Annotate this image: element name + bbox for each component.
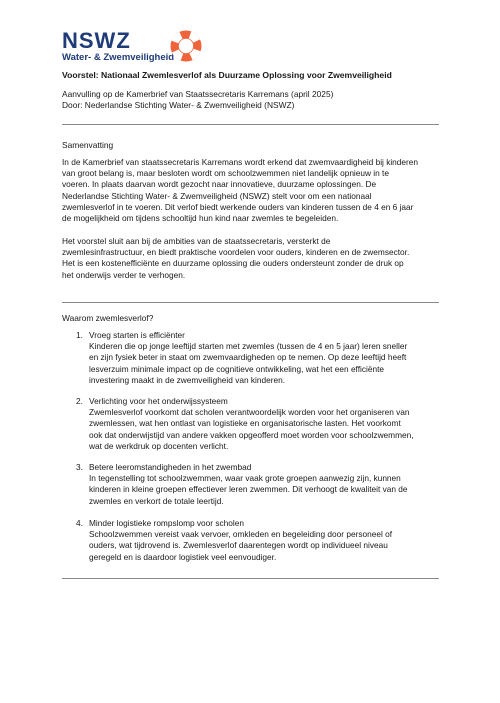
text-line: Zwemlesverlof voorkomt dat scholen verantwoordelijk worden voor het organiseren van <box>89 407 410 418</box>
document-subtitle: Aanvulling op de Kamerbrief van Staatssecretaris Karremans (april 2025) <box>62 89 334 99</box>
list-number: 2. <box>76 396 83 406</box>
text-line: In de Kamerbrief van staatssecretaris Karremans wordt erkend dat zwemvaardigheid bij kinderen <box>62 157 419 167</box>
logo-title: NSWZ <box>62 28 131 53</box>
text-line: Het voorstel sluit aan bij de ambities van de staatssecretaris, versterkt de <box>62 236 331 246</box>
reason-title: Verlichting voor het onderwijssysteem <box>89 396 228 406</box>
text-line: Schoolzwemmen vereist vaak vervoer, omkleden en begeleiding door personeel of <box>89 529 393 540</box>
text-line: zwemlesinfrastructuur, en biedt praktische voordelen voor ouders, kinderen en de zwemsector. <box>62 247 410 258</box>
text-line: In tegenstelling tot schoolzwemmen, waar vaak grote groepen aanwezig zijn, kunnen <box>89 473 401 484</box>
document-author: Door: Nederlandse Stichting Water- & Zwemveiligheid (NSWZ) <box>62 100 295 110</box>
text-line: wat de werkdruk op docenten verlicht. <box>89 440 229 451</box>
text-line: voeren. In plaats daarvan wordt gezocht naar innovatieve, duurzame oplossingen. De <box>62 179 377 190</box>
text-line: Het is een kostenefficiënte en duurzame oplossing die ouders ondersteunt zonder de druk op <box>62 258 404 269</box>
document-title: Voorstel: Nationaal Zwemlesverlof als Duurzame Oplossing voor Zwemveiligheid <box>62 70 392 80</box>
text-line: zwemlesverlof in te voeren. Dit verlof biedt werkende ouders van kinderen tussen de 4 en 6 jaar <box>62 201 414 212</box>
list-number: 1. <box>76 330 83 340</box>
list-number: 3. <box>76 462 83 472</box>
text-line: kinderen in kleine groepen effectiever leren zwemmen. Dit verhoogt de kwaliteit van de <box>89 484 408 495</box>
text-line: zwemlessen, wat hen ontlast van logistieke en organisatorische lasten. Het voorkomt <box>89 418 401 429</box>
text-line: geregeld en is daardoor logistiek veel eenvoudiger. <box>89 551 277 562</box>
summary-paragraph-1 <box>62 157 442 224</box>
divider <box>62 124 439 125</box>
text-line: het onderwijs verder te verhogen. <box>62 269 186 280</box>
reason-title: Betere leeromstandigheden in het zwembad <box>89 462 252 472</box>
lifebuoy-icon <box>168 28 204 64</box>
text-line: ouders, wat tijdrovend is. Zwemlesverlof daarentegen wordt op individueel niveau <box>89 540 388 551</box>
logo-subtitle: Water- & Zwemveiligheid <box>62 52 175 63</box>
text-line: Kinderen die op jonge leeftijd starten met zwemles (tussen de 4 en 5 jaar) leren sneller <box>89 341 408 352</box>
section-heading-why: Waarom zwemlesverlof? <box>62 313 154 323</box>
text-line: en zijn fysiek beter in staat om zwemvaardigheden op te nemen. Op deze leeftijd heeft <box>89 352 407 363</box>
text-line: investering maakt in de zwemveiligheid van kinderen. <box>89 374 286 385</box>
reason-title: Minder logistieke rompslomp voor scholen <box>89 518 244 528</box>
list-number: 4. <box>76 518 83 528</box>
text-line: ook dat onderwijstijd van andere vakken opgeofferd moet worden voor schoolzwemmen, <box>89 429 414 440</box>
summary-paragraph-2 <box>62 236 442 281</box>
text-line: zwemles en verkort de totale leertijd. <box>89 495 224 506</box>
text-line: Nederlandse Stichting Water- & Zwemveiligheid (NSWZ) stelt voor om een nationaal <box>62 190 372 201</box>
divider <box>62 302 439 303</box>
section-heading-summary: Samenvatting <box>62 140 114 150</box>
text-line: de mogelijkheid om tijdens schooltijd hun kind naar zwemles te begeleiden. <box>62 213 339 224</box>
divider <box>62 578 439 579</box>
text-line: van groot belang is, maar besloten wordt om schoolzwemmen niet landelijk opnieuw in te <box>62 168 389 179</box>
text-line: lesverzuim minimale impact op de cognitieve ontwikkeling, wat het een efficiënte <box>89 363 384 374</box>
reason-title: Vroeg starten is efficiënter <box>89 330 185 340</box>
